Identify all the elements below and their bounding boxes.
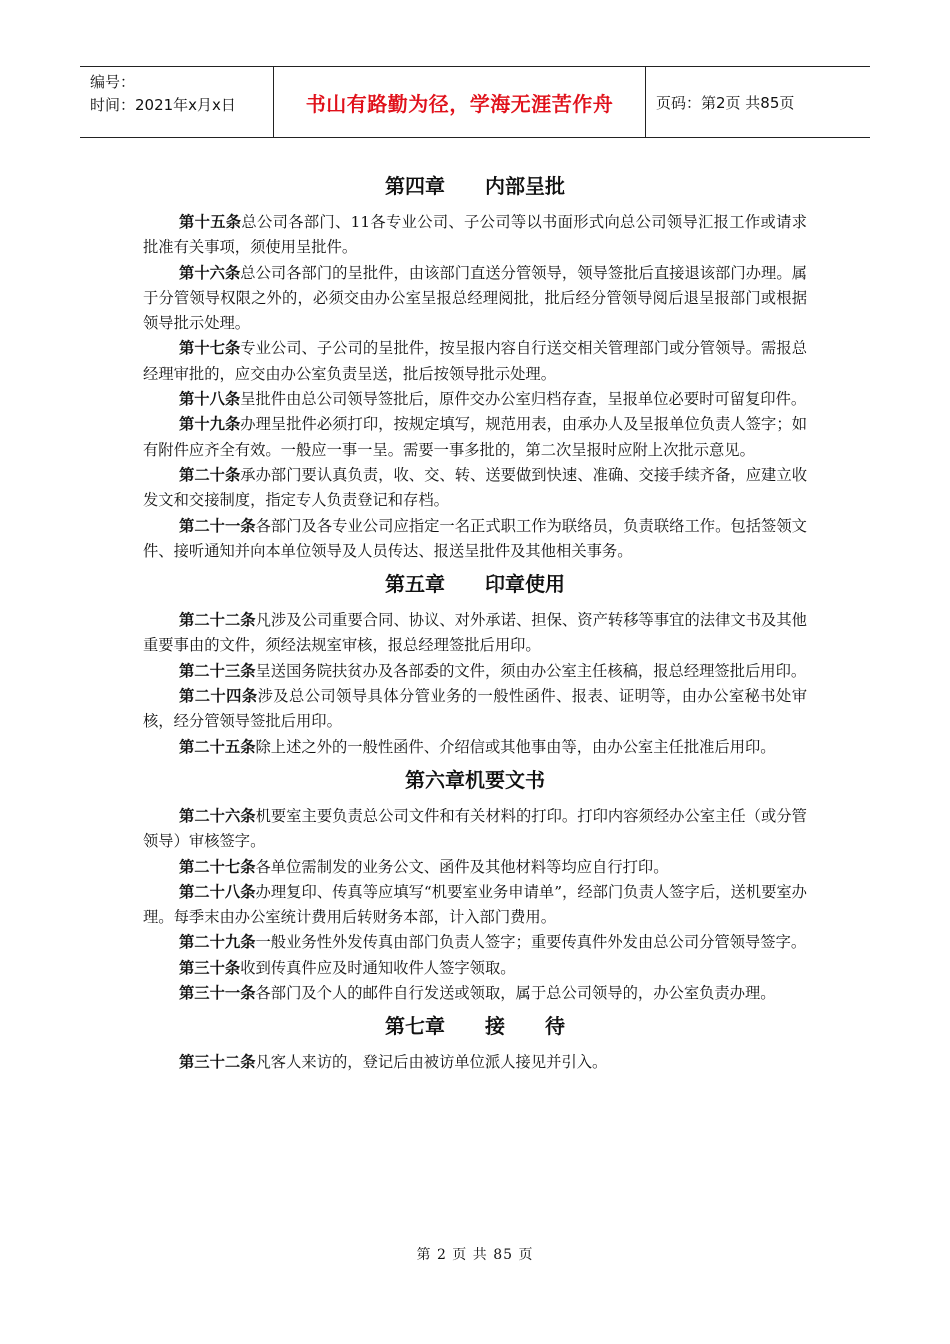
article-paragraph xyxy=(143,956,807,981)
article-number: 第二十四条 xyxy=(179,687,258,706)
article-paragraph xyxy=(143,659,807,684)
article-text: 呈批件由总公司领导签批后，原件交办公室归档存查，呈报单位必要时可留复印件。 xyxy=(240,390,807,409)
article-paragraph xyxy=(143,387,807,412)
article-text: 总公司各部门的呈批件，由该部门直送分管领导，领导签批后直接退该部门办理。属于分管领导权限之外的，必须交由办公室呈报总经理阅批，批后经分管领导阅后退呈报部门或根据领导批示处理。 xyxy=(143,263,807,333)
article-text: 专业公司、子公司的呈批件，按呈报内容自行送交相关管理部门或分管领导。需报总经理审批的，应交由办公室负责呈送，批后按领导批示处理。 xyxy=(143,339,807,383)
document-number-label: 编号： xyxy=(90,73,136,91)
article-text: 收到传真件应及时通知收件人签字领取。 xyxy=(240,958,516,977)
article-number: 第二十条 xyxy=(179,465,241,484)
article-text: 办理复印、传真等应填写“机要室业务申请单”，经部门负责人签字后，送机要室办理。每季末由办公室统计费用后转财务本部，计入部门费用。 xyxy=(143,882,807,927)
article-number: 第二十一条 xyxy=(179,516,256,535)
document-time-label: 时间：2021年x月x日 xyxy=(90,96,236,114)
chapter-title: 第六章机要文书 xyxy=(405,767,545,792)
article-text: 各单位需制发的业务公文、函件及其他材料等均应自行打印。 xyxy=(255,857,669,876)
article-paragraph xyxy=(143,608,807,659)
article-number: 第三十条 xyxy=(179,958,241,977)
article-number: 第十五条 xyxy=(179,213,242,231)
article-paragraph xyxy=(143,804,807,855)
article-number: 第十七条 xyxy=(179,339,241,358)
article-paragraph xyxy=(143,514,807,565)
article-number: 第三十一条 xyxy=(179,984,256,1003)
chapter-title: 第四章 内部呈批 xyxy=(385,174,565,198)
header-page-info: 页码：第2页 共85页 xyxy=(656,93,795,112)
article-number: 第十六条 xyxy=(179,263,241,282)
chapter-title: 第七章 接 待 xyxy=(385,1014,565,1039)
article-paragraph xyxy=(143,735,807,760)
article-paragraph xyxy=(143,210,807,261)
article-text: 机要室主要负责总公司文件和有关材料的打印。打印内容须经办公室主任（或分管领导）审核签字。 xyxy=(143,806,807,851)
header-motto: 书山有路勤为径，学海无涯苦作舟 xyxy=(274,67,646,137)
article-text: 承办部门要认真负责，收、交、转、送要做到快速、准确、交接手续齐备，应建立收发文和交接制度，指定专人负责登记和存档。 xyxy=(143,465,807,510)
article-paragraph xyxy=(143,336,807,387)
article-paragraph xyxy=(143,261,807,337)
page-header xyxy=(80,66,870,138)
article-text: 各部门及个人的邮件自行发送或领取，属于总公司领导的，办公室负责办理。 xyxy=(255,984,776,1003)
article-paragraph xyxy=(143,930,807,955)
article-paragraph xyxy=(143,880,807,931)
article-number: 第十九条 xyxy=(179,415,241,434)
page-footer: 第 2 页 共 85 页 xyxy=(416,1247,534,1263)
article-paragraph xyxy=(143,463,807,514)
article-text: 涉及总公司领导具体分管业务的一般性函件、报表、证明等，由办公室秘书处审核，经分管领导签批后用印。 xyxy=(143,687,807,731)
article-text: 呈送国务院扶贫办及各部委的文件，须由办公室主任核稿，报总经理签批后用印。 xyxy=(255,661,807,680)
article-text: 办理呈批件必须打印，按规定填写，规范用表，由承办人及呈报单位负责人签字；如有附件应齐全有效。一般应一事一呈。需要一事多批的，第二次呈报时应附上次批示意见。 xyxy=(143,415,807,459)
article-number: 第三十二条 xyxy=(179,1053,256,1072)
article-text: 凡涉及公司重要合同、协议、对外承诺、担保、资产转移等事宜的法律文书及其他重要事由的文件，须经法规室审核，报总经理签批后用印。 xyxy=(143,611,807,655)
article-number: 第二十二条 xyxy=(179,611,256,630)
article-paragraph xyxy=(143,855,807,880)
article-text: 一般业务性外发传真由部门负责人签字；重要传真件外发由总公司分管领导签字。 xyxy=(255,933,807,952)
article-paragraph xyxy=(143,981,807,1006)
article-number: 第十八条 xyxy=(179,390,241,409)
article-number: 第二十三条 xyxy=(179,661,256,680)
article-text: 凡客人来访的，登记后由被访单位派人接见并引入。 xyxy=(255,1053,608,1072)
article-number: 第二十七条 xyxy=(179,857,256,876)
chapter-title: 第五章 印章使用 xyxy=(385,572,565,597)
article-paragraph xyxy=(143,684,807,735)
article-number: 第二十六条 xyxy=(179,806,256,825)
document-body xyxy=(143,166,807,1076)
article-text: 除上述之外的一般性函件、介绍信或其他事由等，由办公室主任批准后用印。 xyxy=(255,737,776,756)
article-text: 各部门及各专业公司应指定一名正式职工作为联络员，负责联络工作。包括签领文件、接听通知并向本单位领导及人员传达、报送呈批件及其他相关事务。 xyxy=(143,516,807,560)
article-paragraph xyxy=(143,1050,807,1075)
article-number: 第二十八条 xyxy=(179,882,256,901)
article-number: 第二十五条 xyxy=(179,737,256,756)
article-number: 第二十九条 xyxy=(179,933,256,952)
article-paragraph xyxy=(143,412,807,463)
article-text: 总公司各部门、11各专业公司、子公司等以书面形式向总公司领导汇报工作或请求批准有关事项，须使用呈批件。 xyxy=(143,213,807,257)
header-meta xyxy=(80,67,274,137)
